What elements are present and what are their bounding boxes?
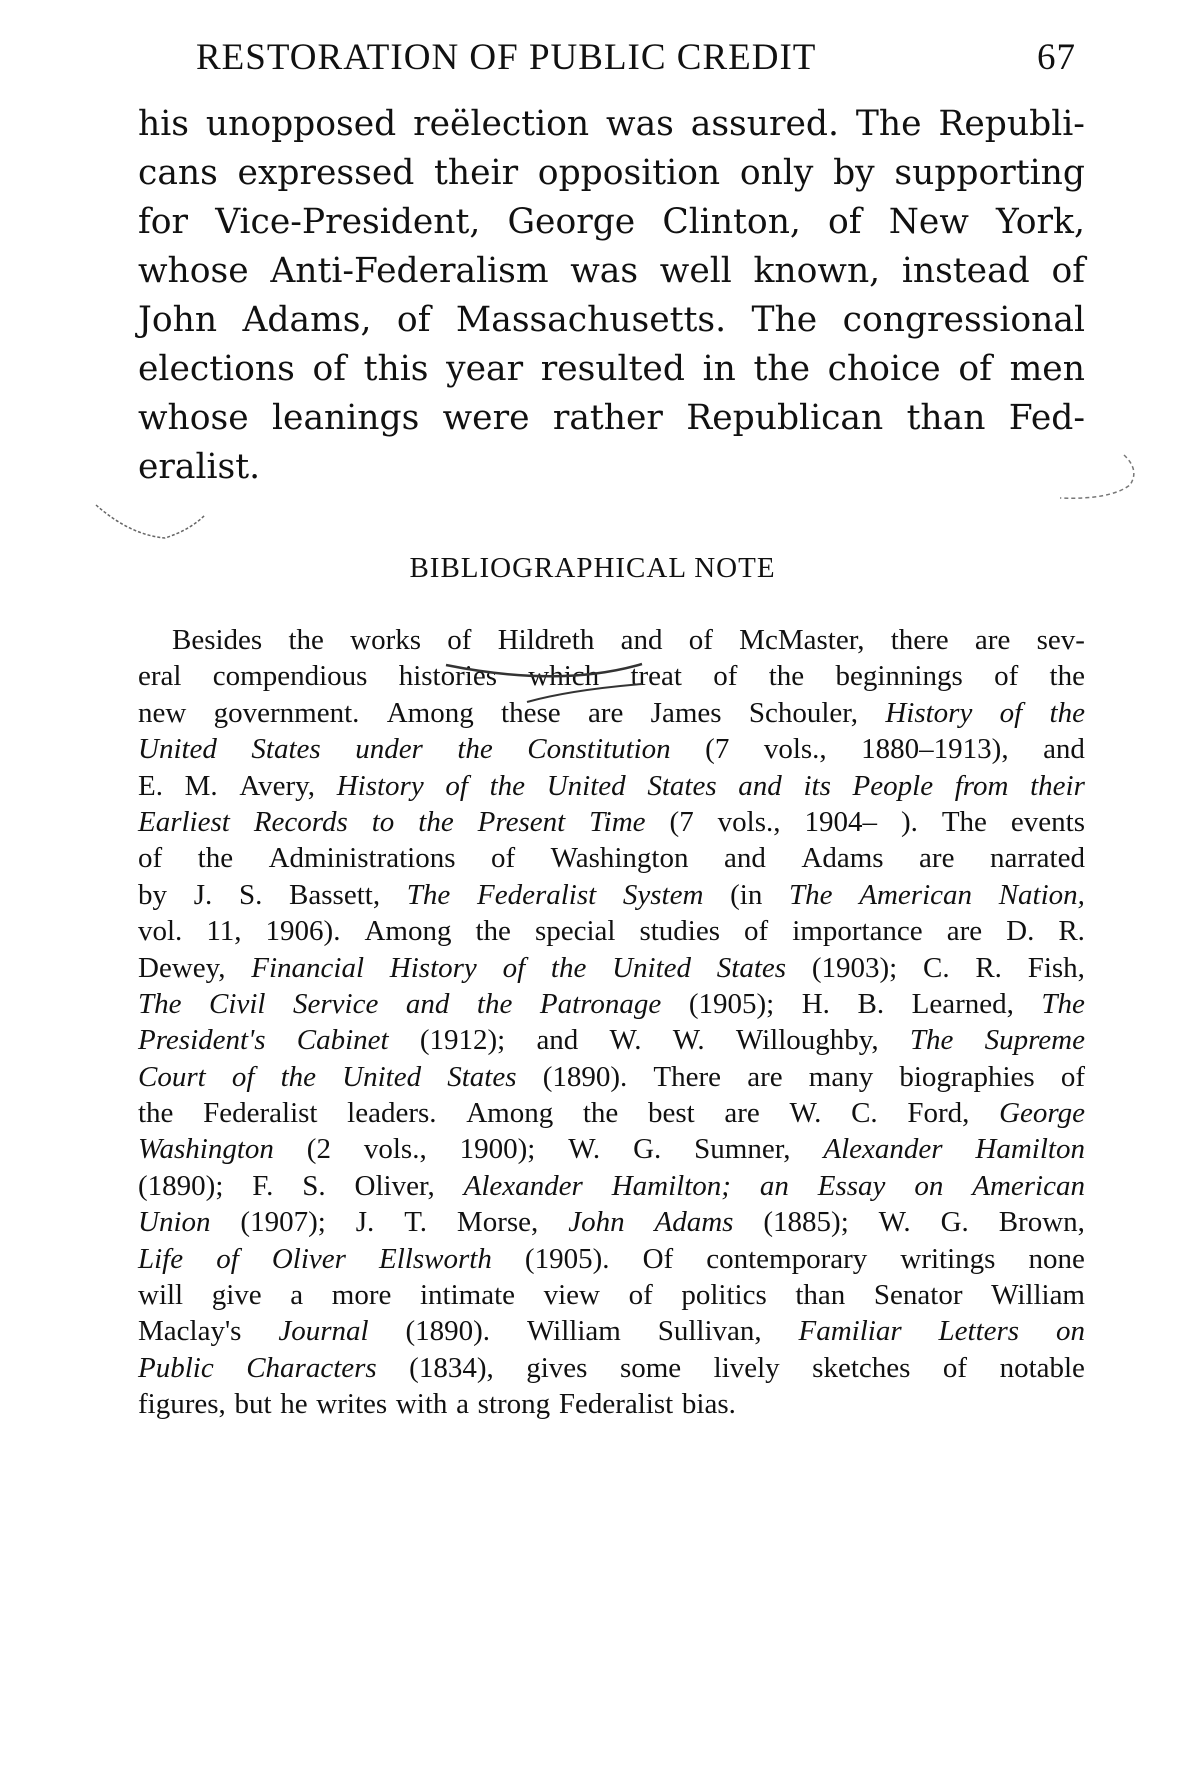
note-word: vols.,	[363, 1133, 427, 1166]
note-word: (1890).	[405, 1315, 491, 1348]
italic-title-text: History	[885, 696, 973, 729]
note-word: by	[138, 878, 167, 911]
body-word: this	[363, 349, 429, 389]
note-word: none	[1028, 1242, 1085, 1275]
note-word: Federalist	[558, 1388, 674, 1421]
note-word: (1905).	[524, 1242, 610, 1275]
note-word: (2	[306, 1133, 331, 1166]
note-word: contemporary	[706, 1242, 868, 1275]
note-word: but	[234, 1388, 272, 1421]
note-word: are	[974, 624, 1011, 656]
note-word: are	[946, 915, 983, 948]
note-word: a	[290, 1279, 304, 1312]
note-word: The	[941, 805, 987, 838]
note-word: Bassett,	[289, 878, 381, 911]
note-word: (7	[705, 733, 730, 766]
note-word: the	[582, 1097, 619, 1130]
italic-title-text: The	[909, 1024, 954, 1057]
body-word: year	[446, 349, 524, 389]
note-word: of	[447, 624, 472, 656]
italic-title-text: the	[457, 733, 493, 766]
italic-title-text: Hamilton;	[611, 1169, 731, 1202]
note-word: studies	[639, 915, 721, 948]
note-word: beginnings	[835, 660, 963, 693]
italic-title-text: and	[405, 987, 450, 1020]
note-word: figures,	[138, 1388, 226, 1421]
note-word: and	[620, 624, 663, 656]
note-word: biographies	[899, 1060, 1035, 1093]
note-word: vol.	[138, 915, 183, 948]
note-word: W.	[672, 1024, 705, 1057]
note-word: more	[331, 1279, 392, 1312]
italic-title-text: of	[502, 951, 526, 984]
note-word: Washington	[550, 842, 689, 875]
note-word: there	[890, 624, 949, 656]
note-word: Of	[642, 1242, 674, 1275]
note-word: importance	[792, 915, 923, 948]
note-word: Fish,	[1027, 951, 1085, 984]
note-word: of	[994, 660, 1019, 693]
italic-title-text: Ellsworth	[379, 1242, 492, 1275]
note-word: of	[491, 842, 516, 875]
note-word: Ford,	[907, 1097, 970, 1130]
note-word: Brown,	[998, 1206, 1085, 1239]
italic-title-text: of	[231, 1060, 255, 1093]
note-word: the	[288, 624, 324, 656]
running-head-title: RESTORATION OF PUBLIC CREDIT	[196, 37, 817, 78]
note-word: eral	[138, 660, 182, 693]
note-word: (1912);	[419, 1024, 506, 1057]
note-word: William	[991, 1279, 1085, 1312]
italic-title-text: of	[999, 696, 1023, 729]
note-word: Schouler,	[748, 696, 859, 729]
italic-title-text: Service	[292, 987, 379, 1020]
body-word: of	[828, 202, 862, 242]
body-word: assured.	[690, 104, 839, 144]
body-word: were	[442, 398, 530, 438]
italic-title-text: The	[789, 878, 833, 911]
body-word: Republi-	[938, 104, 1085, 144]
body-word: Anti-Federalism	[270, 251, 549, 291]
italic-title-text: The	[138, 987, 182, 1020]
italic-title-text: George	[999, 1097, 1085, 1130]
body-word: in	[702, 349, 736, 389]
italic-title-text: The	[1041, 987, 1085, 1020]
italic-title-text: American	[859, 878, 972, 911]
note-word: a	[456, 1388, 469, 1421]
note-word: (1890);	[138, 1169, 224, 1202]
italic-title-text: and	[738, 769, 782, 802]
note-word: Among	[364, 915, 452, 948]
note-word: Sumner,	[694, 1133, 791, 1166]
italic-title-text: President's	[138, 1024, 266, 1057]
italic-title-text: to	[371, 805, 395, 838]
italic-title-text: American	[972, 1169, 1085, 1202]
body-word: choice	[827, 349, 941, 389]
body-word: resulted	[540, 349, 685, 389]
note-word: E.	[138, 769, 163, 802]
note-word: Maclay's	[138, 1315, 242, 1348]
note-word: C.	[851, 1097, 878, 1130]
body-word: unopposed	[205, 104, 397, 144]
italic-title-text: Constitution	[527, 733, 671, 766]
body-word: their	[434, 153, 519, 193]
italic-title-text: Present	[477, 805, 566, 838]
body-word: Fed-	[1008, 398, 1085, 438]
note-word: Hildreth	[497, 624, 595, 656]
italic-title-text: States	[251, 733, 321, 766]
note-word: 1900);	[459, 1133, 536, 1166]
note-word: (1905);	[688, 987, 775, 1020]
body-word: leanings	[272, 398, 420, 438]
note-word: ).	[900, 805, 918, 838]
italic-title-text: from	[954, 769, 1009, 802]
note-word: Dewey,	[138, 951, 226, 984]
note-word: (1885);	[763, 1206, 849, 1239]
note-word: notable	[999, 1351, 1085, 1384]
italic-title-text: of	[216, 1242, 239, 1275]
body-word: Republican	[686, 398, 884, 438]
body-word: was	[606, 104, 674, 144]
body-word: men	[1009, 349, 1085, 389]
body-word: by	[833, 153, 875, 193]
note-word: W.	[789, 1097, 822, 1130]
note-word: 1880–1913),	[861, 733, 1009, 766]
italic-title-text: Union	[138, 1206, 211, 1239]
body-word: the	[753, 349, 810, 389]
note-word: some	[619, 1351, 682, 1384]
pencil-mark-check	[96, 505, 205, 538]
note-word: J.	[193, 878, 213, 911]
note-word: Administrations	[268, 842, 456, 875]
note-word: (1903);	[811, 951, 898, 984]
note-word: T.	[404, 1206, 427, 1239]
note-word: M.	[184, 769, 218, 802]
body-word: for	[138, 202, 189, 242]
note-word: writes	[316, 1388, 388, 1421]
note-word: of	[688, 624, 713, 656]
italic-title-text: Financial	[251, 951, 365, 984]
body-word: of	[1051, 251, 1085, 291]
note-word: with	[395, 1388, 448, 1421]
body-word: George	[507, 202, 636, 242]
note-word: the	[768, 660, 805, 693]
note-word: new	[138, 696, 187, 729]
body-word: expressed	[237, 153, 415, 193]
italic-title-text: Public	[138, 1351, 214, 1384]
italic-title-text: History	[389, 951, 477, 984]
body-word: instead	[901, 251, 1030, 291]
italic-title-text: Essay	[817, 1169, 886, 1202]
body-word: Massachusetts.	[455, 300, 727, 340]
note-word: Morse,	[456, 1206, 539, 1239]
note-word: works	[350, 624, 422, 656]
body-word: John	[138, 300, 218, 340]
note-word: than	[795, 1279, 846, 1312]
italic-title-text: Alexander	[823, 1133, 943, 1166]
italic-title-text: the	[489, 769, 526, 802]
body-word: whose	[138, 251, 249, 291]
note-word: D.	[1006, 915, 1035, 948]
note-word: the	[1049, 660, 1085, 693]
body-word: York,	[996, 202, 1085, 242]
note-word: W.	[878, 1206, 911, 1239]
italic-title-text: United	[138, 733, 217, 766]
note-word: the	[475, 915, 511, 948]
italic-title-text: the	[280, 1060, 316, 1093]
note-word: F.	[252, 1169, 274, 1202]
note-word: bias.	[681, 1388, 736, 1421]
note-word: sev-	[1036, 624, 1085, 656]
note-word: R.	[1058, 915, 1085, 948]
body-word: New	[888, 202, 969, 242]
italic-title-text: United	[546, 769, 626, 802]
body-word: eralist.	[138, 447, 261, 487]
body-word: Adams,	[242, 300, 372, 340]
italic-title-text: Adams	[654, 1206, 734, 1239]
italic-title-text: the	[476, 987, 513, 1020]
body-word: than	[906, 398, 986, 438]
note-word: McMaster,	[739, 624, 865, 656]
note-word: many	[808, 1060, 874, 1093]
body-word: reëlection	[413, 104, 590, 144]
italic-title-text: Records	[253, 805, 348, 838]
italic-title-text: on	[914, 1169, 944, 1202]
italic-title-text: Life	[138, 1242, 184, 1275]
note-word: gives	[526, 1351, 588, 1384]
body-word: of	[396, 300, 431, 340]
note-word: and	[536, 1024, 579, 1057]
italic-title-text: Oliver	[271, 1242, 346, 1275]
note-word: are	[587, 696, 624, 729]
note-word: S.	[238, 878, 263, 911]
note-word: Oliver,	[354, 1169, 435, 1202]
note-word: Besides	[172, 624, 263, 656]
body-word: rather	[552, 398, 663, 438]
italic-title-text: Cabinet	[296, 1024, 389, 1057]
bibliographical-note-heading: BIBLIOGRAPHICAL NOTE	[409, 552, 776, 584]
note-word: James	[650, 696, 722, 729]
note-word: J.	[355, 1206, 375, 1239]
italic-title-text: Hamilton	[975, 1133, 1085, 1166]
note-word: best	[647, 1097, 695, 1130]
italic-title-text: of	[445, 769, 468, 802]
body-word: only	[739, 153, 814, 193]
note-word: of	[628, 1279, 653, 1312]
italic-title-text: Journal	[278, 1315, 369, 1348]
body-word: Clinton,	[662, 202, 801, 242]
italic-title-text: Letters	[938, 1315, 1020, 1348]
note-word: are	[919, 842, 955, 875]
note-word: (in	[730, 878, 763, 911]
note-word: the	[197, 842, 234, 875]
body-word: congressional	[842, 300, 1085, 340]
note-word: intimate	[419, 1279, 515, 1312]
note-word: and	[1043, 733, 1085, 766]
note-word: he	[280, 1388, 308, 1421]
italic-title-text: United	[612, 951, 692, 984]
note-word: of	[713, 660, 738, 693]
italic-title-text: the	[1049, 696, 1085, 729]
note-word: of	[1060, 1060, 1085, 1093]
note-word: government.	[213, 696, 360, 729]
note-word: of	[744, 915, 769, 948]
italic-title-text: Court	[138, 1060, 206, 1093]
note-word: politics	[681, 1279, 767, 1312]
note-word: and	[724, 842, 766, 875]
note-word: W.	[568, 1133, 601, 1166]
note-word: vols.,	[717, 805, 781, 838]
note-word: which	[528, 660, 600, 693]
italic-title-text: System	[622, 878, 704, 911]
note-word: special	[534, 915, 616, 948]
italic-title-text: Washington	[138, 1133, 274, 1166]
italic-title-text: Civil	[209, 987, 266, 1020]
body-word: opposition	[537, 153, 721, 193]
note-word: Sullivan,	[657, 1315, 762, 1348]
note-word: the	[138, 1097, 174, 1130]
note-word: (1890).	[542, 1060, 628, 1093]
note-word: treat	[630, 660, 682, 693]
body-word: well	[659, 251, 732, 291]
note-word: strong	[477, 1388, 551, 1421]
italic-title-text: United	[342, 1060, 422, 1093]
note-word: will	[138, 1279, 184, 1312]
note-word: William	[526, 1315, 621, 1348]
italic-title-text: John	[568, 1206, 625, 1239]
italic-title-text: its	[803, 769, 831, 802]
note-word: G.	[940, 1206, 969, 1239]
note-word: Federalist	[203, 1097, 318, 1130]
note-word: histories	[398, 660, 497, 693]
note-word: are	[724, 1097, 760, 1130]
body-word: Vice-President,	[215, 202, 481, 242]
body-word: cans	[138, 153, 218, 193]
note-word: Senator	[873, 1279, 963, 1312]
note-word: of	[942, 1351, 968, 1384]
italic-title-text: People	[852, 769, 934, 802]
italic-title-text: States	[647, 769, 717, 802]
italic-title-text: Familiar	[798, 1315, 902, 1348]
italic-title-text: Supreme	[984, 1024, 1085, 1057]
note-word: B.	[857, 987, 885, 1020]
note-word: R.	[975, 951, 1002, 984]
body-word: whose	[138, 398, 249, 438]
pencil-mark-arc	[527, 684, 642, 702]
italic-title-text: under	[355, 733, 423, 766]
italic-title-text: the	[418, 805, 454, 838]
note-word: compendious	[212, 660, 368, 693]
note-word: of	[138, 842, 163, 875]
note-word: Among	[466, 1097, 554, 1130]
note-word: Learned,	[911, 987, 1014, 1020]
note-word: leaders.	[347, 1097, 437, 1130]
italic-title-text: History	[336, 769, 424, 802]
italic-title-text: Time	[589, 805, 646, 838]
italic-title-text: the	[550, 951, 587, 984]
note-word: give	[211, 1279, 262, 1312]
italic-title-text: The	[406, 878, 451, 911]
page-number: 67	[1037, 37, 1076, 78]
note-word: lively	[713, 1351, 780, 1384]
italic-title-text: on	[1055, 1315, 1085, 1348]
pencil-mark-underline	[446, 664, 642, 676]
note-word: S.	[302, 1169, 326, 1202]
body-word: was	[570, 251, 639, 291]
body-word: of	[312, 349, 346, 389]
italic-title-text: Federalist	[476, 878, 597, 911]
note-word: vols.,	[763, 733, 827, 766]
note-word: (1907);	[240, 1206, 326, 1239]
note-word: 1906).	[265, 915, 341, 948]
body-word: The	[751, 300, 818, 340]
note-word: these	[501, 696, 561, 729]
note-word: W.	[609, 1024, 642, 1057]
body-word: elections	[138, 349, 295, 389]
italic-title-text: Nation,	[998, 878, 1085, 911]
note-word: (1834),	[409, 1351, 494, 1384]
body-word: known,	[753, 251, 881, 291]
note-word: There	[653, 1060, 722, 1093]
body-word: supporting	[894, 153, 1085, 193]
body-word: his	[138, 104, 189, 144]
note-word: G.	[633, 1133, 662, 1166]
note-word: Avery,	[239, 769, 316, 802]
note-word: view	[543, 1279, 600, 1312]
italic-title-text: Alexander	[463, 1169, 583, 1202]
note-word: C.	[922, 951, 950, 984]
note-word: sketches	[812, 1351, 911, 1384]
note-word: events	[1010, 805, 1085, 838]
note-word: (7	[669, 805, 694, 838]
body-word: of	[958, 349, 992, 389]
body-word: The	[855, 104, 922, 144]
note-word: Adams	[801, 842, 884, 875]
italic-title-text: States	[447, 1060, 517, 1093]
note-word: narrated	[989, 842, 1085, 875]
note-word: are	[747, 1060, 783, 1093]
note-word: 1904–	[804, 805, 877, 838]
italic-title-text: States	[716, 951, 787, 984]
note-word: Among	[386, 696, 474, 729]
note-word: 11,	[206, 915, 242, 948]
italic-title-text: Characters	[246, 1351, 377, 1384]
italic-title-text: an	[759, 1169, 789, 1202]
note-word: H.	[801, 987, 830, 1020]
italic-title-text: Earliest	[138, 805, 230, 838]
italic-title-text: Patronage	[539, 987, 662, 1020]
note-word: writings	[900, 1242, 996, 1275]
note-word: Willoughby,	[735, 1024, 879, 1057]
pencil-mark-bracket	[1060, 455, 1134, 498]
italic-title-text: their	[1030, 769, 1085, 802]
